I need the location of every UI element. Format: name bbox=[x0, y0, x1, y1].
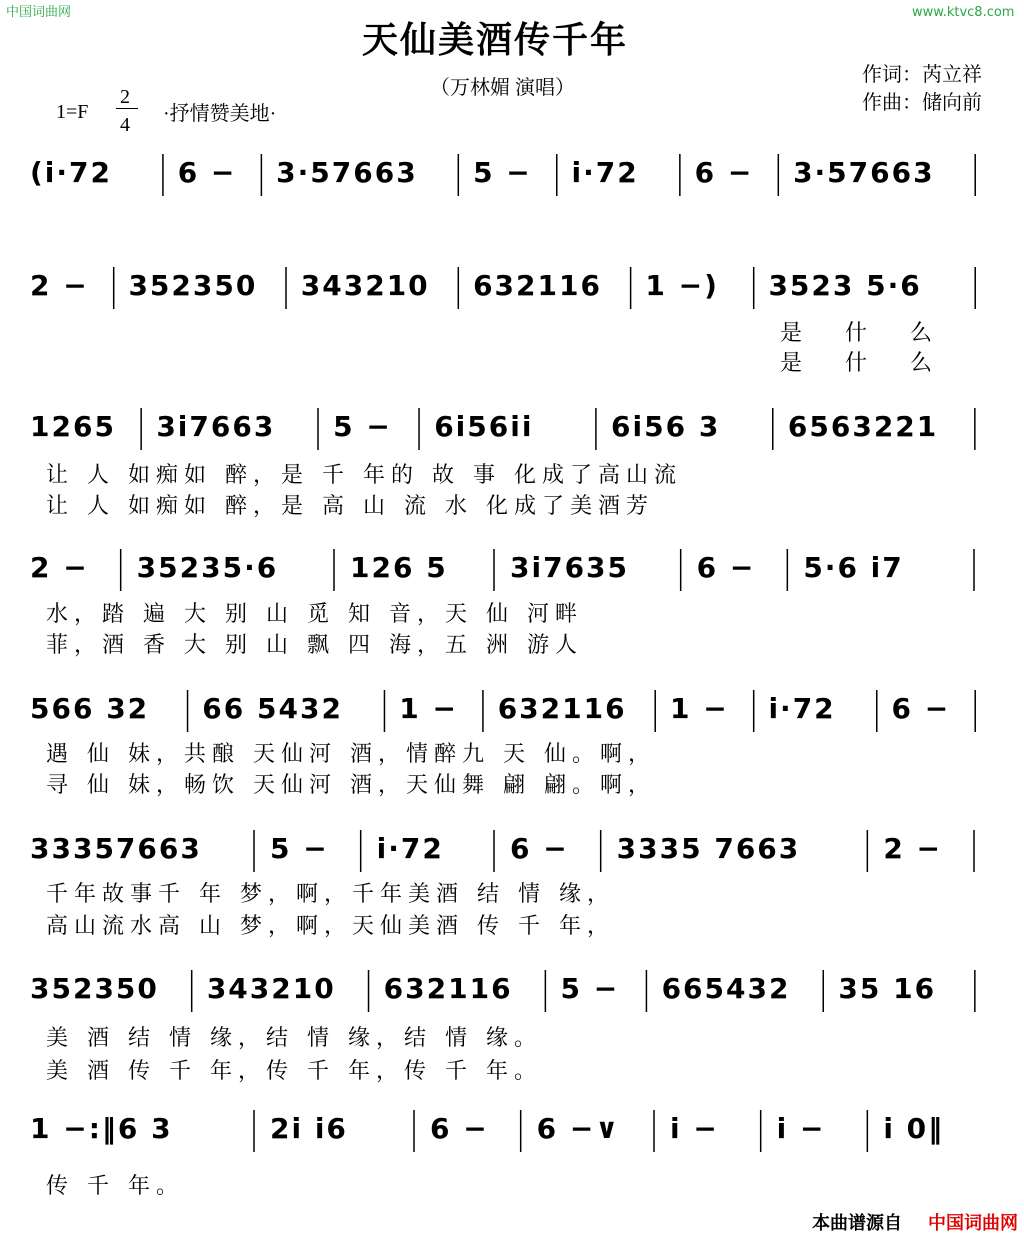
measure-notes: 1 −:‖6 3 bbox=[30, 1112, 173, 1145]
lyric-line: 水，踏 遍 大 别 山 觅 知 音，天 仙 河畔 bbox=[46, 602, 583, 627]
lyric-line: 高山流水高 山 梦，啊，天仙美酒 传 千 年， bbox=[46, 914, 615, 939]
measure-notes: 5 − bbox=[560, 972, 620, 1005]
lyricist-credit: 作词：芮立祥 bbox=[862, 64, 982, 86]
measure-notes: 6 − bbox=[430, 1112, 489, 1145]
lyric-line: 让 人 如痴如 醉，是 千 年的 故 事 化成了高山流 bbox=[46, 463, 682, 488]
measure-notes: 5·6 i7 bbox=[803, 551, 904, 584]
measure-notes: 3·57663 bbox=[793, 156, 935, 189]
measure-notes: 3335 7663 bbox=[616, 832, 801, 865]
measure-notes: i − bbox=[776, 1112, 826, 1145]
measure-notes: 6 − bbox=[694, 156, 754, 189]
lyric-line: 菲，酒 香 大 别 山 飘 四 海，五 洲 游人 bbox=[46, 633, 583, 658]
measure-notes: 35 16 bbox=[838, 972, 937, 1005]
measure-notes: 6 − bbox=[177, 156, 237, 189]
measure-notes: i·72 bbox=[376, 832, 444, 865]
measure-notes: 2 − bbox=[30, 269, 89, 302]
measure-notes: 66 5432 bbox=[202, 692, 343, 725]
measure-notes: i − bbox=[670, 1112, 719, 1145]
measure-notes: 352350 bbox=[30, 972, 159, 1005]
measure-notes: 632116 bbox=[383, 972, 513, 1005]
measure-notes: 2 − bbox=[883, 832, 943, 865]
time-signature-bottom: 4 bbox=[120, 114, 130, 136]
measure-notes: 6563221 bbox=[787, 410, 939, 443]
lyric-line: 让 人 如痴如 醉，是 高 山 流 水 化成了美酒芳 bbox=[46, 494, 654, 519]
lyric-line: 千年故事千 年 梦，啊，千年美酒 结 情 缘， bbox=[46, 882, 615, 907]
measure-notes: 2i i6 bbox=[270, 1112, 348, 1145]
measure-notes: 5 − bbox=[473, 156, 532, 189]
footer-site: 中国词曲网 bbox=[928, 1213, 1018, 1233]
tempo-marking: ·抒情赞美地· bbox=[163, 103, 277, 125]
measure-notes: 1265 bbox=[30, 410, 116, 443]
composer-credit: 作曲：储向前 bbox=[862, 92, 982, 114]
lyric-line: 寻 仙 妹，畅饮 天仙河 酒，天仙舞 翩 翩。啊， bbox=[46, 773, 656, 798]
measure-notes: 343210 bbox=[206, 972, 336, 1005]
measure-notes: 6 −∨ bbox=[536, 1112, 621, 1145]
measure-notes: 2 − bbox=[30, 551, 89, 584]
measure-notes: i·72 bbox=[571, 156, 639, 189]
measure-notes: 6i56 3 bbox=[611, 410, 721, 443]
measure-notes: 632116 bbox=[497, 692, 627, 725]
measure-notes: 6i56ii bbox=[434, 410, 534, 443]
measure-notes: 1 − bbox=[399, 692, 458, 725]
measure-notes: i 0‖ bbox=[883, 1112, 945, 1145]
measure-notes: 5 − bbox=[270, 832, 329, 865]
measure-notes: 126 5 bbox=[350, 551, 448, 584]
lyric-line: 传 千 年。 bbox=[46, 1174, 184, 1199]
measure-notes: 5 − bbox=[333, 410, 392, 443]
measure-notes: 35235·6 bbox=[136, 551, 279, 584]
watermark-right: www.ktvc8.com bbox=[912, 5, 1015, 20]
measure-notes: 3i7635 bbox=[510, 551, 630, 584]
lyric-line: 美 酒 结 情 缘，结 情 缘，结 情 缘。 bbox=[46, 1026, 542, 1051]
measure-notes: 3i7663 bbox=[156, 410, 276, 443]
measure-notes: 665432 bbox=[661, 972, 791, 1005]
measure-notes: 1 −) bbox=[645, 269, 719, 302]
lyric-line: 美 酒 传 千 年，传 千 年，传 千 年。 bbox=[46, 1059, 542, 1084]
measure-notes: 6 − bbox=[510, 832, 569, 865]
lyric-line: 是 什 么 bbox=[780, 321, 950, 346]
measure-notes: 1 − bbox=[670, 692, 729, 725]
lyric-line: 遇 仙 妹，共酿 天仙河 酒，情醉九 天 仙。啊， bbox=[46, 742, 656, 767]
measure-notes: 6 − bbox=[696, 551, 756, 584]
singer-credit: （万林媚 演唱） bbox=[430, 77, 575, 99]
measure-notes: 343210 bbox=[300, 269, 430, 302]
measure-notes: 632116 bbox=[473, 269, 602, 302]
watermark-left: 中国词曲网 bbox=[6, 5, 72, 20]
lyric-line: 是 什 么 bbox=[780, 351, 950, 376]
notation-rows bbox=[30, 154, 975, 1199]
key-signature: 1=F bbox=[56, 101, 89, 123]
measure-notes: 352350 bbox=[128, 269, 258, 302]
song-title: 天仙美酒传千年 bbox=[362, 20, 629, 60]
measure-notes: 33357663 bbox=[30, 832, 202, 865]
footer-source: 本曲谱源自 bbox=[812, 1213, 902, 1233]
measure-notes: 6 − bbox=[891, 692, 951, 725]
measure-notes: i·72 bbox=[768, 692, 836, 725]
measure-notes: 566 32 bbox=[30, 692, 150, 725]
time-signature-top: 2 bbox=[120, 86, 130, 108]
measure-notes: (i·72 bbox=[30, 156, 112, 189]
measure-notes: 3·57663 bbox=[276, 156, 418, 189]
measure-notes: 3523 5·6 bbox=[768, 269, 922, 302]
